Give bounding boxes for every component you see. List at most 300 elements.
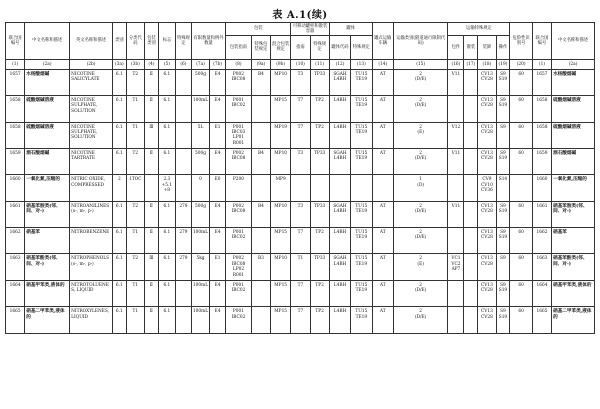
pack-inst-cell: P002 IBC08 [226,201,252,227]
un-cell: 1659 [6,148,25,174]
cn-name2-cell: 硝基苯胺类(邻、间、对-) [552,201,595,227]
vehicle-cell: AT [372,201,393,227]
column-code: (14) [372,59,393,69]
pg-cell: Ⅲ [144,122,158,148]
header-mix: 混合包装规定 [271,35,291,59]
carr-op-cell: S9 [496,122,510,148]
column-code: (2a) [25,59,70,69]
header-label: 标志 [158,23,175,60]
rt-sp-cell: TU15 TE19 [351,201,372,227]
column-code: (3b) [126,59,144,69]
rt-code-cell [329,175,350,201]
pg-cell: Ⅱ [144,280,158,306]
un-cell: 1662 [6,228,25,254]
cn-name2-cell: 水杨酸烟碱 [552,69,595,95]
mix-cell: MP9 [271,175,291,201]
pg-cell: Ⅲ [144,254,158,280]
lq-cell: 100mL [191,228,209,254]
vehicle-cell: AT [372,122,393,148]
rt-code-cell: SGAH L4BH [329,201,350,227]
rt-code-cell: L4BH [329,228,350,254]
table-row [6,201,595,227]
carr-op-cell: S9 S19 [496,148,510,174]
carr-bulk-cell [464,201,478,227]
sp-cell: 279 [175,254,191,280]
cn-name2-cell: 一氧化氮,压缩的 [552,175,595,201]
tank-inst-cell: T7 [291,307,310,333]
un2-cell: 1661 [532,201,551,227]
pack-inst-cell: P001 IBC03 LP01 R001 [226,122,252,148]
cat-cell: 2 (E) [393,122,448,148]
en-name-cell: NITROXYLENES, LIQUID [70,307,113,333]
rt-code-cell: SGAH L4BH [329,254,350,280]
un-cell: 1657 [6,69,25,95]
tank-inst-cell: T3 [291,148,310,174]
cat-cell: 2 (D/E) [393,96,448,122]
vehicle-cell: AT [372,148,393,174]
class-cell: 6.1 [112,280,126,306]
eq-cell: E4 [210,307,226,333]
carr-load-cell: CV13 CV28 [478,69,496,95]
vehicle-cell: AT [372,307,393,333]
carr-load-cell: CV13 CV28 [478,122,496,148]
class-cell: 6.1 [112,254,126,280]
sp-cell [175,69,191,95]
carr-load-cell: CV13 CV28 [478,148,496,174]
eq-cell: E4 [210,69,226,95]
label-cell: 2.3 +5.1 +8 [158,175,175,201]
column-code: (2b) [70,59,113,69]
column-code: (7b) [210,59,226,69]
en-name-cell: NITROPHENOLS (o-, m-, p-) [70,254,113,280]
carr-load-cell: CV13 CV28 [478,228,496,254]
table-row [6,307,595,333]
column-code: (3a) [112,59,126,69]
column-code: (7a) [191,59,209,69]
cn-name-cell: 硝基苯胺类(邻、间、对-) [25,201,70,227]
carr-op-cell: S9 S19 [496,69,510,95]
table-body [6,69,595,333]
lq-cell: 500g [191,201,209,227]
tank-inst-cell: T7 [291,228,310,254]
carr-bulk-cell [464,280,478,306]
table-title: 表 A.1(续) [272,10,328,21]
class-cell: 6.1 [112,228,126,254]
cn-name-cell: 硫酸烟碱溶液 [25,122,70,148]
header-cat: 运输类别(隧道通行限制代码) [393,23,448,60]
en-name-cell: NITROANILINES (o-, m-, p-) [70,201,113,227]
pack-sp-cell [251,175,270,201]
pack-inst-cell: P002 IBC08 [226,69,252,95]
label-cell: 6.1 [158,254,175,280]
en-name-cell: NITRIC OXIDE, COMPRESSED [70,175,113,201]
rt-sp-cell: TU15 TE19 [351,254,372,280]
carr-pkg-cell: V11 [448,201,464,227]
en-name-cell: NICOTINE TARTRATE [70,148,113,174]
code-cell: T1 [126,307,144,333]
carr-load-cell: CV13 CV28 [478,96,496,122]
rt-code-cell: SGAH L4BH [329,148,350,174]
header-sp: 特殊规定 [175,23,191,60]
hazard-cell: 60 [510,69,532,95]
carr-bulk-cell [464,69,478,95]
carr-op-cell: S9 S19 [496,96,510,122]
cat-cell: 2 (D/E) [393,201,448,227]
column-code: (16) [448,59,464,69]
tank-sp-cell: TP2 [310,96,329,122]
cn-name-cell: 硝基苯 [25,228,70,254]
code-cell: T2 [126,69,144,95]
header-cn-name: 中文名称和描述 [25,23,70,60]
pack-sp-cell: B4 [251,148,270,174]
table-row [6,69,595,95]
table-header [6,23,595,70]
class-cell: 6.1 [112,122,126,148]
pg-cell [144,175,158,201]
cn-name2-cell: 硫酸烟碱溶液 [552,96,595,122]
pack-inst-cell: P002 IBC08 [226,148,252,174]
carr-op-cell: S9 S19 [496,228,510,254]
column-code: (10) [291,59,310,69]
header-hazard: 危险性识别号 [510,23,532,60]
cn-name2-cell: 酒石酸烟碱 [552,148,595,174]
hazard-cell: 60 [510,307,532,333]
un2-cell: 1658 [532,122,551,148]
eq-cell: E4 [210,228,226,254]
carr-load-cell: CV13 CV28 [478,254,496,280]
mix-cell: MP15 [271,228,291,254]
un-cell: 1665 [6,307,25,333]
pack-sp-cell [251,96,270,122]
en-name-cell: NICOTINE SALICYLATE [70,69,113,95]
lq-cell: 100mL [191,96,209,122]
label-cell: 6.1 [158,148,175,174]
carr-pkg-cell [448,175,464,201]
sp-cell [175,280,191,306]
eq-cell: E1 [210,254,226,280]
vehicle-cell: AT [372,96,393,122]
lq-cell: 5kg [191,254,209,280]
pack-inst-cell: P001 IBC02 [226,307,252,333]
cat-cell: 1 (D) [393,175,448,201]
class-cell: 6.1 [112,148,126,174]
class-cell: 6.1 [112,307,126,333]
class-cell: 2 [112,175,126,201]
label-cell: 6.1 [158,122,175,148]
label-cell: 6.1 [158,228,175,254]
header-code: 分类代码 [126,23,144,60]
carr-pkg-cell: VC1 VC2 AP7 [448,254,464,280]
header-pack-group: 包装 [226,23,291,36]
pg-cell: Ⅱ [144,148,158,174]
hazard-cell: 60 [510,280,532,306]
tank-sp-cell: TP33 [310,69,329,95]
header-un2: 联合国编号 [532,23,551,60]
cn-name-cell: 硝基二甲苯类,液体的 [25,307,70,333]
rt-sp-cell [351,175,372,201]
carr-bulk-cell [464,96,478,122]
header-lq: 有限数量和例外数量 [191,23,225,60]
pack-inst-cell: P200 [226,175,252,201]
header-pack-sp: 特殊包装规定 [251,35,270,59]
rt-sp-cell: TU15 TE19 [351,69,372,95]
tank-sp-cell: TP2 [310,307,329,333]
code-cell: T2 [126,201,144,227]
column-code: (9a) [251,59,270,69]
column-code: (4) [144,59,158,69]
cn-name-cell: 硝基苯酚类(邻、间、对-) [25,254,70,280]
header-en-name: 英文名称和描述 [70,23,113,60]
eq-cell: E4 [210,148,226,174]
table-row [6,96,595,122]
mix-cell: MP15 [271,280,291,306]
table-row [6,175,595,201]
pack-sp-cell [251,307,270,333]
carr-pkg-cell [448,228,464,254]
header-rt-group: 罐体 [329,23,372,36]
hazard-cell [510,175,532,201]
un-cell: 1658 [6,96,25,122]
header-carr-load: 装卸 [478,35,496,59]
header-pack-inst: 包装指南 [226,35,252,59]
pack-sp-cell: B3 [251,254,270,280]
hazard-cell: 60 [510,122,532,148]
sp-cell: 279 [175,228,191,254]
rt-sp-cell: TU15 TE19 [351,122,372,148]
table-row [6,280,595,306]
pack-sp-cell: B4 [251,69,270,95]
header-carr-pkg: 包件 [448,35,464,59]
hazard-cell: 60 [510,254,532,280]
header-vehicle: 罐式运输车辆 [372,23,393,60]
sp-cell [175,122,191,148]
tank-sp-cell: TP33 [310,148,329,174]
mix-cell: MP10 [271,254,291,280]
un2-cell: 1663 [532,254,551,280]
column-code-row [6,59,595,69]
en-name-cell: NICOTINE SULPHATE, SOLUTION [70,96,113,122]
cat-cell: 2 (D/E) [393,228,448,254]
cn-name-cell: 硝基甲苯类,液体的 [25,280,70,306]
carr-bulk-cell [464,175,478,201]
table-row [6,228,595,254]
pack-inst-cell: P001 IBC02 [226,280,252,306]
en-name-cell: NICOTINE SULPHATE, SOLUTION [70,122,113,148]
lq-cell: 100mL [191,307,209,333]
code-cell: 1TOC [126,175,144,201]
mix-cell: MP15 [271,96,291,122]
carr-load-cell: CV13 CV28 [478,201,496,227]
vehicle-cell: AT [372,280,393,306]
cat-cell: 2 (E) [393,254,448,280]
label-cell: 6.1 [158,280,175,306]
tank-sp-cell [310,175,329,201]
sp-cell [175,96,191,122]
lq-cell: 500g [191,148,209,174]
pg-cell: Ⅱ [144,201,158,227]
pack-inst-cell: P002 IBC08 LP02 R001 [226,254,252,280]
label-cell: 6.1 [158,307,175,333]
cat-cell: 2 (D/E) [393,148,448,174]
carr-load-cell: CV13 CV28 [478,307,496,333]
column-code: (11) [310,59,329,69]
carr-pkg-cell [448,96,464,122]
sp-cell [175,148,191,174]
carr-load-cell: CV13 CV28 [478,280,496,306]
header-rt-sp: 特殊规定 [351,35,372,59]
vehicle-cell: AT [372,254,393,280]
un2-cell: 1660 [532,175,551,201]
lq-cell: 5L [191,122,209,148]
hazard-cell: 60 [510,148,532,174]
tank-inst-cell: T3 [291,201,310,227]
hazard-cell: 60 [510,96,532,122]
dangerous-goods-table [5,22,595,334]
code-cell: T1 [126,122,144,148]
code-cell: T1 [126,280,144,306]
cat-cell: 2 (D/E) [393,69,448,95]
eq-cell: E1 [210,122,226,148]
eq-cell: E4 [210,201,226,227]
un-cell: 1658 [6,122,25,148]
pack-sp-cell [251,122,270,148]
vehicle-cell [372,175,393,201]
header-cn-name2: 中文名称和描述 [552,23,595,60]
tank-inst-cell: T3 [291,69,310,95]
pack-sp-cell [251,228,270,254]
table-row [6,148,595,174]
pack-sp-cell [251,280,270,306]
code-cell: T1 [126,96,144,122]
carr-bulk-cell [464,228,478,254]
class-cell: 6.1 [112,96,126,122]
cn-name-cell: 硫酸烟碱溶液 [25,96,70,122]
table-row [6,122,595,148]
pg-cell: Ⅱ [144,307,158,333]
header-tank-inst: 指南 [291,35,310,59]
pack-inst-cell: P001 IBC02 [226,96,252,122]
carr-bulk-cell [464,254,478,280]
carr-op-cell: S9 S19 [496,307,510,333]
cn-name2-cell: 硫酸烟碱溶液 [552,122,595,148]
carr-pkg-cell: V12 [448,122,464,148]
cn-name2-cell: 硝基甲苯类,液体的 [552,280,595,306]
lq-cell: 500g [191,69,209,95]
un-cell: 1661 [6,201,25,227]
pg-cell: Ⅱ [144,69,158,95]
column-code: (20) [510,59,532,69]
column-code: (15) [393,59,448,69]
label-cell: 6.1 [158,69,175,95]
table-row [6,254,595,280]
cat-cell: 2 (D/E) [393,307,448,333]
header-tank-group: 可移动罐柜和散装容器 [291,23,329,36]
class-cell: 6.1 [112,201,126,227]
column-code: (13) [351,59,372,69]
header-class: 类别 [112,23,126,60]
carr-op-cell: S14 [496,175,510,201]
rt-sp-cell: TU15 TE19 [351,307,372,333]
mix-cell: MP15 [271,307,291,333]
code-cell: T1 [126,228,144,254]
header-carr-group: 运输特殊规定 [448,23,510,36]
pack-inst-cell: P001 IBC02 [226,228,252,254]
hazard-cell: 60 [510,201,532,227]
un2-cell: 1658 [532,96,551,122]
lq-cell: 0 [191,175,209,201]
rt-code-cell: SGAH L4BH [329,69,350,95]
carr-pkg-cell [448,307,464,333]
en-name-cell: NITROTOLUENES, LIQUID [70,280,113,306]
carr-load-cell: CV9 CV10 CV36 [478,175,496,201]
rt-sp-cell: TU15 TE19 [351,96,372,122]
code-cell: T2 [126,254,144,280]
mix-cell: MP10 [271,201,291,227]
rt-code-cell: L4BH [329,307,350,333]
column-code: (19) [496,59,510,69]
header-un: 联合国编号 [6,23,25,60]
header-carr-bulk: 散装 [464,35,478,59]
carr-bulk-cell [464,307,478,333]
tank-inst-cell: T7 [291,96,310,122]
column-code: (9b) [271,59,291,69]
carr-op-cell: S9 S19 [496,280,510,306]
un2-cell: 1662 [532,228,551,254]
rt-sp-cell: TU15 TE19 [351,280,372,306]
cn-name2-cell: 硝基苯 [552,228,595,254]
tank-inst-cell: T1 [291,254,310,280]
column-code: (2a) [552,59,595,69]
carr-op-cell: S9 S19 [496,201,510,227]
column-code: (8) [226,59,252,69]
un-cell: 1664 [6,280,25,306]
column-code: (1) [6,59,25,69]
cn-name2-cell: 硝基二甲苯类,液体的 [552,307,595,333]
header-pg: 包装类别 [144,23,158,60]
un2-cell: 1657 [532,69,551,95]
label-cell: 6.1 [158,96,175,122]
header-carr-op: 操作 [496,35,510,59]
label-cell: 6.1 [158,201,175,227]
cn-name2-cell: 硝基苯酚类(邻、间、对-) [552,254,595,280]
eq-cell: E4 [210,280,226,306]
carr-pkg-cell: V11 [448,148,464,174]
header-rt-code: 罐体代码 [329,35,350,59]
sp-cell [175,307,191,333]
tank-inst-cell: T7 [291,122,310,148]
rt-code-cell: L4BH [329,96,350,122]
header-tank-sp: 特殊规定 [310,35,329,59]
en-name-cell: NITROBENZENE [70,228,113,254]
rt-code-cell: L4BH [329,122,350,148]
column-code: (1) [532,59,551,69]
tank-inst-cell: T7 [291,280,310,306]
pack-sp-cell: B4 [251,201,270,227]
un-cell: 1663 [6,254,25,280]
column-code: (12) [329,59,350,69]
un2-cell: 1665 [532,307,551,333]
code-cell: T2 [126,148,144,174]
tank-sp-cell: TP33 [310,201,329,227]
carr-bulk-cell [464,122,478,148]
mix-cell: MP19 [271,122,291,148]
rt-sp-cell: TU15 TE19 [351,228,372,254]
carr-pkg-cell [448,280,464,306]
vehicle-cell: AT [372,69,393,95]
hazard-cell: 60 [510,228,532,254]
rt-sp-cell: TU15 TE19 [351,148,372,174]
tank-sp-cell: TP2 [310,280,329,306]
